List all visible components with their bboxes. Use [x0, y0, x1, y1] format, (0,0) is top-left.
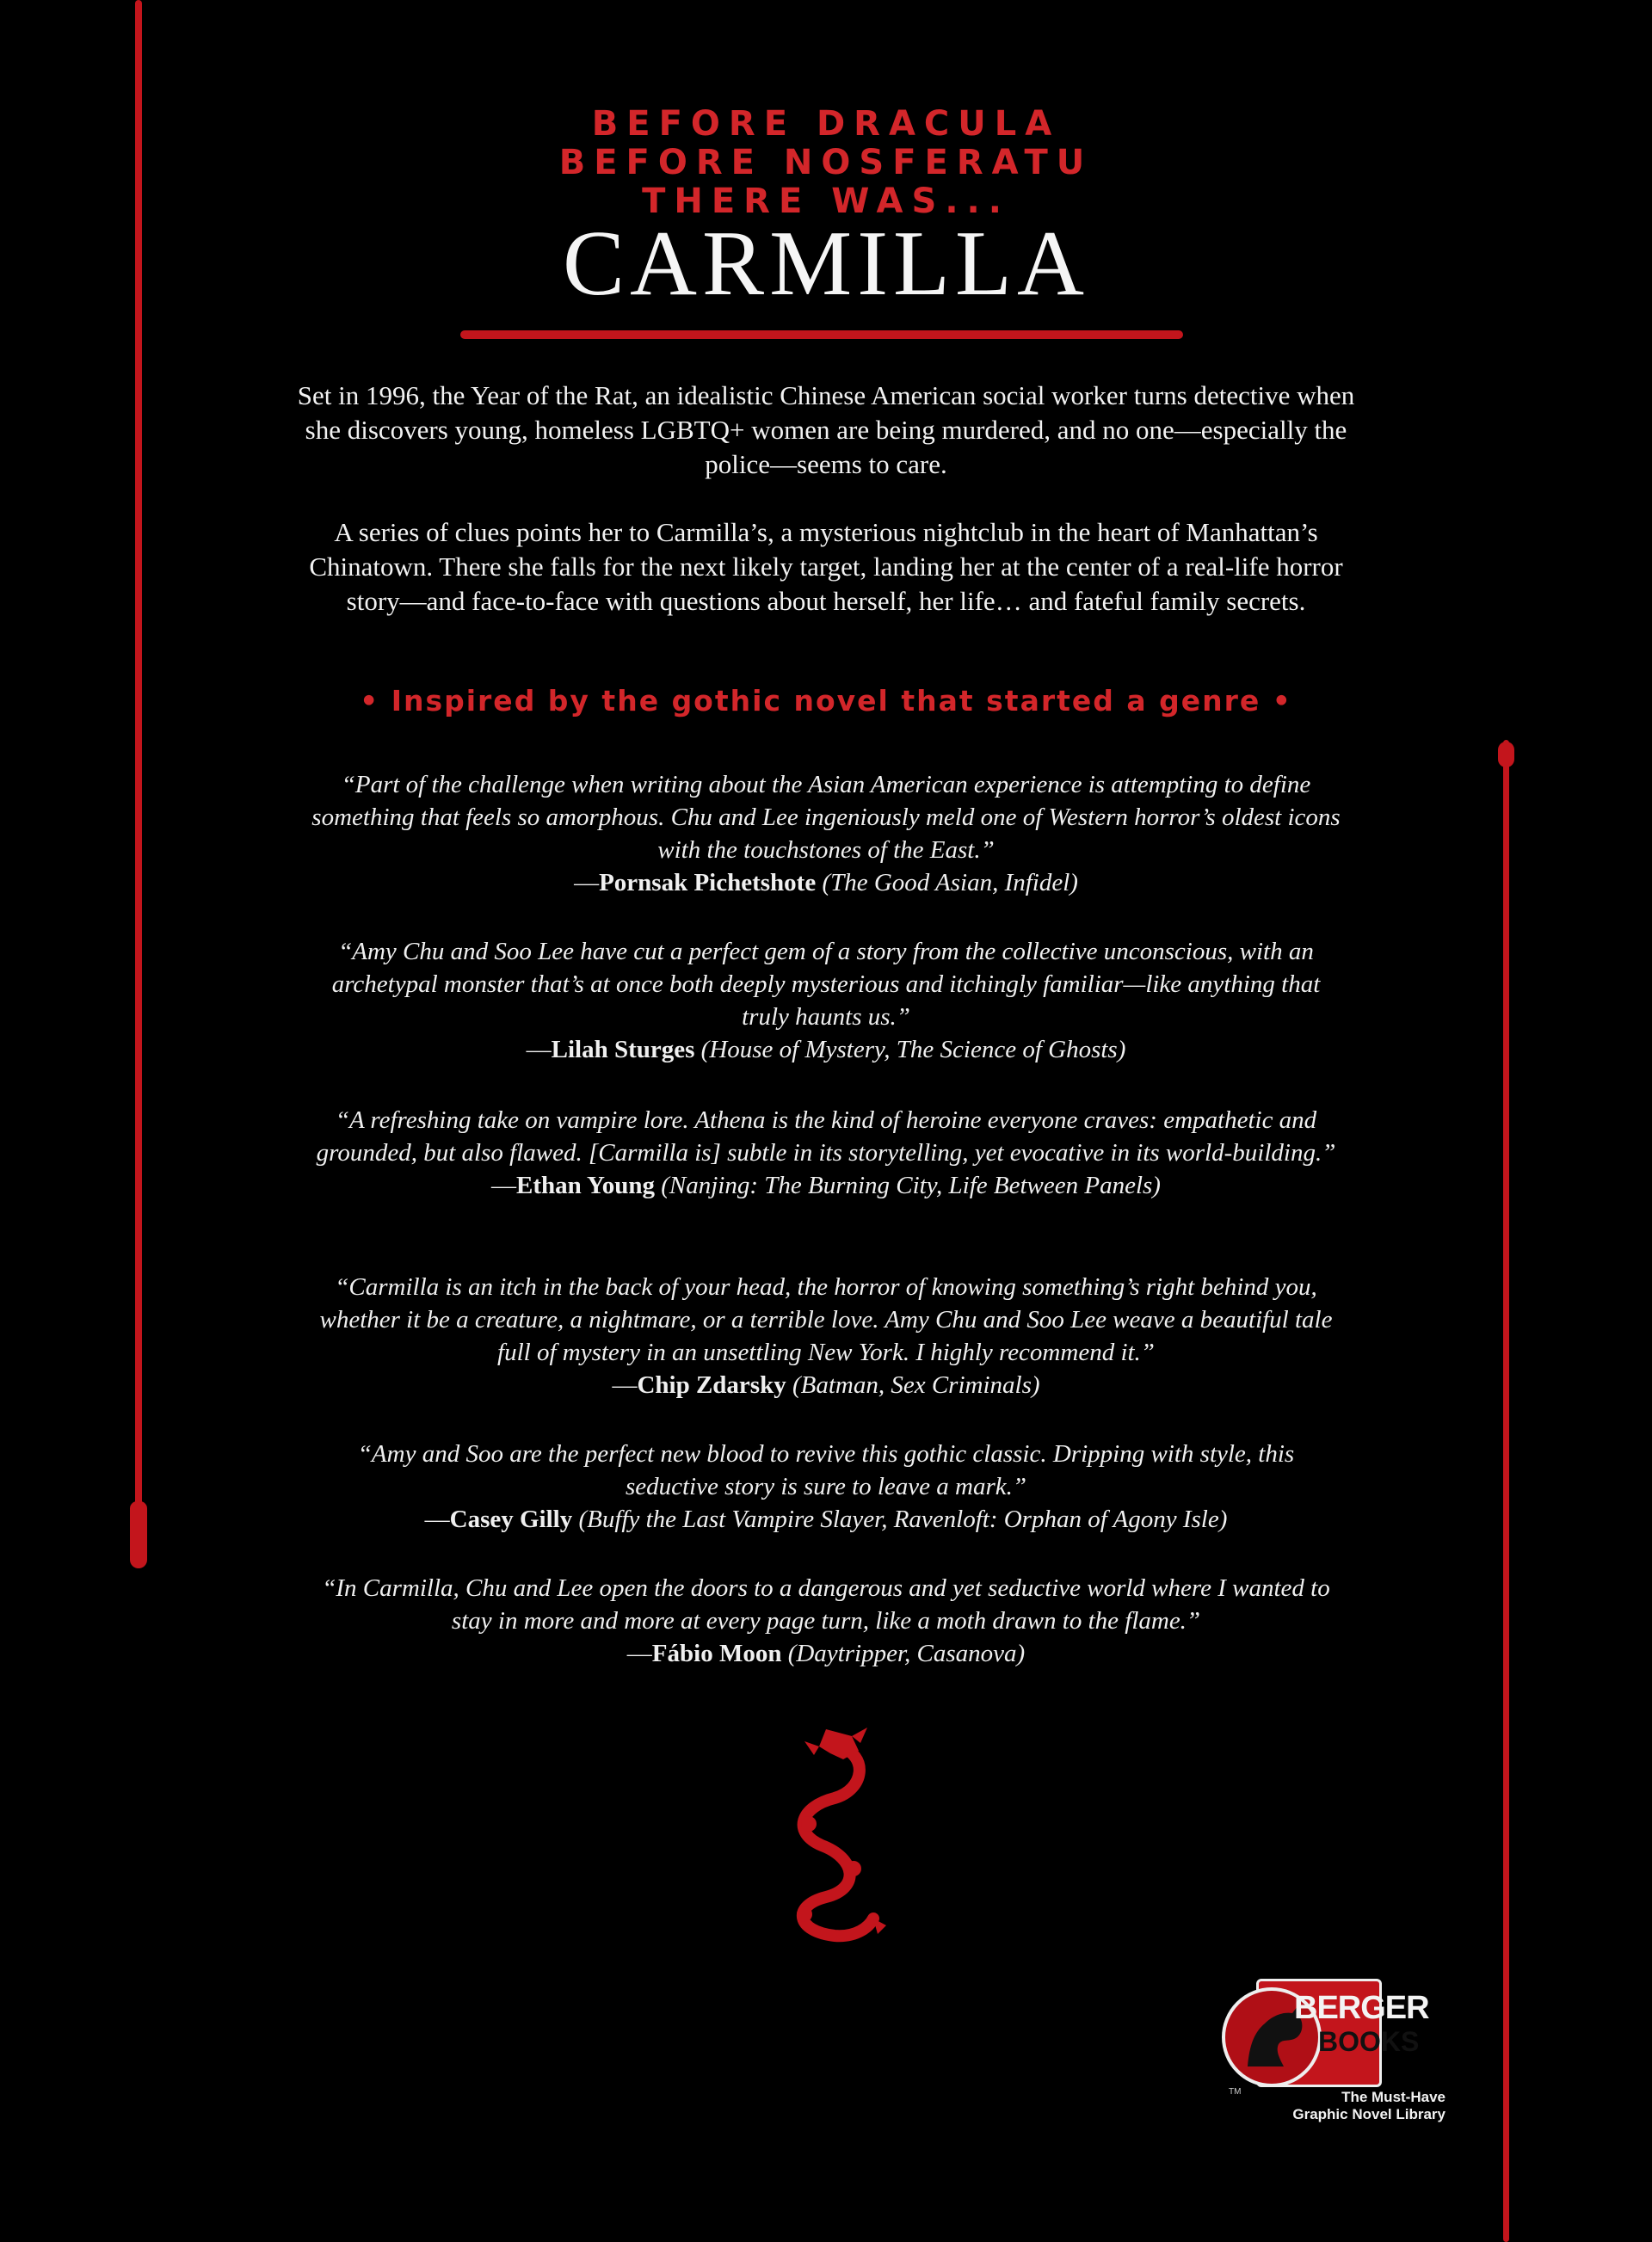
quote-attribution	[310, 1503, 1342, 1536]
quote-text: “In Carmilla, Chu and Lee open the doors to a dangerous and yet seductive world where I wanted to stay in more and more at every page turn, like a moth drawn to the flame.”	[322, 1574, 1330, 1635]
quote-attribution	[310, 1369, 1342, 1401]
logo-word-books: BOOKS	[1318, 2026, 1420, 2057]
reviewer-name: Fábio Moon	[651, 1640, 782, 1667]
blood-drip-right-top	[1498, 742, 1514, 767]
blurb-paragraph-2: A series of clues points her to Carmilla’s, a mysterious nightclub in the heart of Manhattan’s Chinatown. There she falls for the next likely target, landing her at the center of a real-life horror story—and face-to-face with questions about herself, her life… and fateful family secrets.	[309, 517, 1343, 616]
reviewer-works: (House of Mystery, The Science of Ghosts)	[700, 1036, 1126, 1063]
attribution-dash: —	[491, 1172, 517, 1199]
quote-attribution	[310, 866, 1342, 899]
title-underline	[460, 330, 1183, 339]
reviewer-works: (Buffy the Last Vampire Slayer, Ravenloft: Orphan of Agony Isle)	[578, 1506, 1228, 1533]
blood-drip-right	[1503, 740, 1509, 2242]
review-quote	[310, 1104, 1342, 1202]
logo-tagline-line-2: Graphic Novel Library	[1292, 2106, 1446, 2122]
reviewer-name: Chip Zdarsky	[637, 1371, 786, 1399]
reviewer-works: (Nanjing: The Burning City, Life Between Panels)	[661, 1172, 1161, 1199]
attribution-dash: —	[526, 1036, 552, 1063]
review-quote	[310, 1572, 1342, 1670]
quote-attribution	[310, 1033, 1342, 1066]
review-quote	[310, 768, 1342, 899]
attribution-dash: —	[626, 1640, 652, 1667]
review-quote	[310, 1271, 1342, 1401]
attribution-dash: —	[574, 869, 600, 896]
reviewer-name: Lilah Sturges	[551, 1036, 695, 1063]
reviewer-name: Pornsak Pichetshote	[599, 869, 817, 896]
inspired-by-line: • Inspired by the gothic novel that started a genre •	[360, 684, 1292, 718]
logo-tagline-line-1: The Must-Have	[1341, 2089, 1446, 2105]
blood-drip-left-tip	[130, 1501, 147, 1568]
logo-word-berger: BERGER	[1294, 1990, 1429, 2026]
attribution-dash: —	[424, 1506, 450, 1533]
logo-tagline	[1273, 2089, 1446, 2123]
quote-text: “A refreshing take on vampire lore. Athena is the kind of heroine everyone craves: empathetic and grounded, but also flawed. [Carmilla is] subtle in its storytelling, yet evocative in its world-building.”	[316, 1106, 1336, 1167]
tagline-line-3: THERE WAS...	[642, 182, 1010, 221]
book-title: CARMILLA	[563, 212, 1089, 315]
reviewer-works: (Daytripper, Casanova)	[787, 1640, 1026, 1667]
quote-text: “Amy Chu and Soo Lee have cut a perfect gem of a story from the collective unconscious, with an archetypal monster that’s at once both deeply mysterious and itchingly familiar—like anything that truly haunts us.”	[331, 938, 1321, 1031]
dragon-icon	[757, 1721, 895, 1953]
quote-text: “Part of the challenge when writing about the Asian American experience is attempting to define something that feels so amorphous. Chu and Lee ingeniously meld one of Western horror’s oldest icons with the touchstones of the East.”	[311, 771, 1341, 864]
berger-books-logo	[1222, 1979, 1446, 2142]
reviewer-works: (Batman, Sex Criminals)	[792, 1371, 1040, 1399]
quote-attribution	[310, 1169, 1342, 1202]
blurb-paragraph-1: Set in 1996, the Year of the Rat, an idealistic Chinese American social worker turns detective when she discovers young, homeless LGBTQ+ women are being murdered, and no one—especially the police—seems to care.	[297, 380, 1355, 479]
review-quote	[310, 935, 1342, 1066]
quote-text: “Amy and Soo are the perfect new blood to revive this gothic classic. Dripping with style, this seductive story is sure to leave a mark.”	[357, 1440, 1295, 1500]
quote-attribution	[310, 1637, 1342, 1670]
attribution-dash: —	[612, 1371, 638, 1399]
review-quote	[310, 1438, 1342, 1536]
reviewer-name: Casey Gilly	[449, 1506, 573, 1533]
tagline-line-2: BEFORE NOSFERATU	[558, 143, 1094, 182]
quote-text: “Carmilla is an itch in the back of your head, the horror of knowing something’s right behind you, whether it be a creature, a nightmare, or a terrible love. Amy Chu and Soo Lee weave a beautiful tale full of mystery in an unsettling New York. I highly recommend it.”	[319, 1273, 1333, 1366]
tagline-line-1: BEFORE DRACULA	[591, 104, 1061, 144]
reviewer-name: Ethan Young	[516, 1172, 655, 1199]
reviewer-works: (The Good Asian, Infidel)	[822, 869, 1078, 896]
logo-trademark: TM	[1229, 2087, 1242, 2097]
